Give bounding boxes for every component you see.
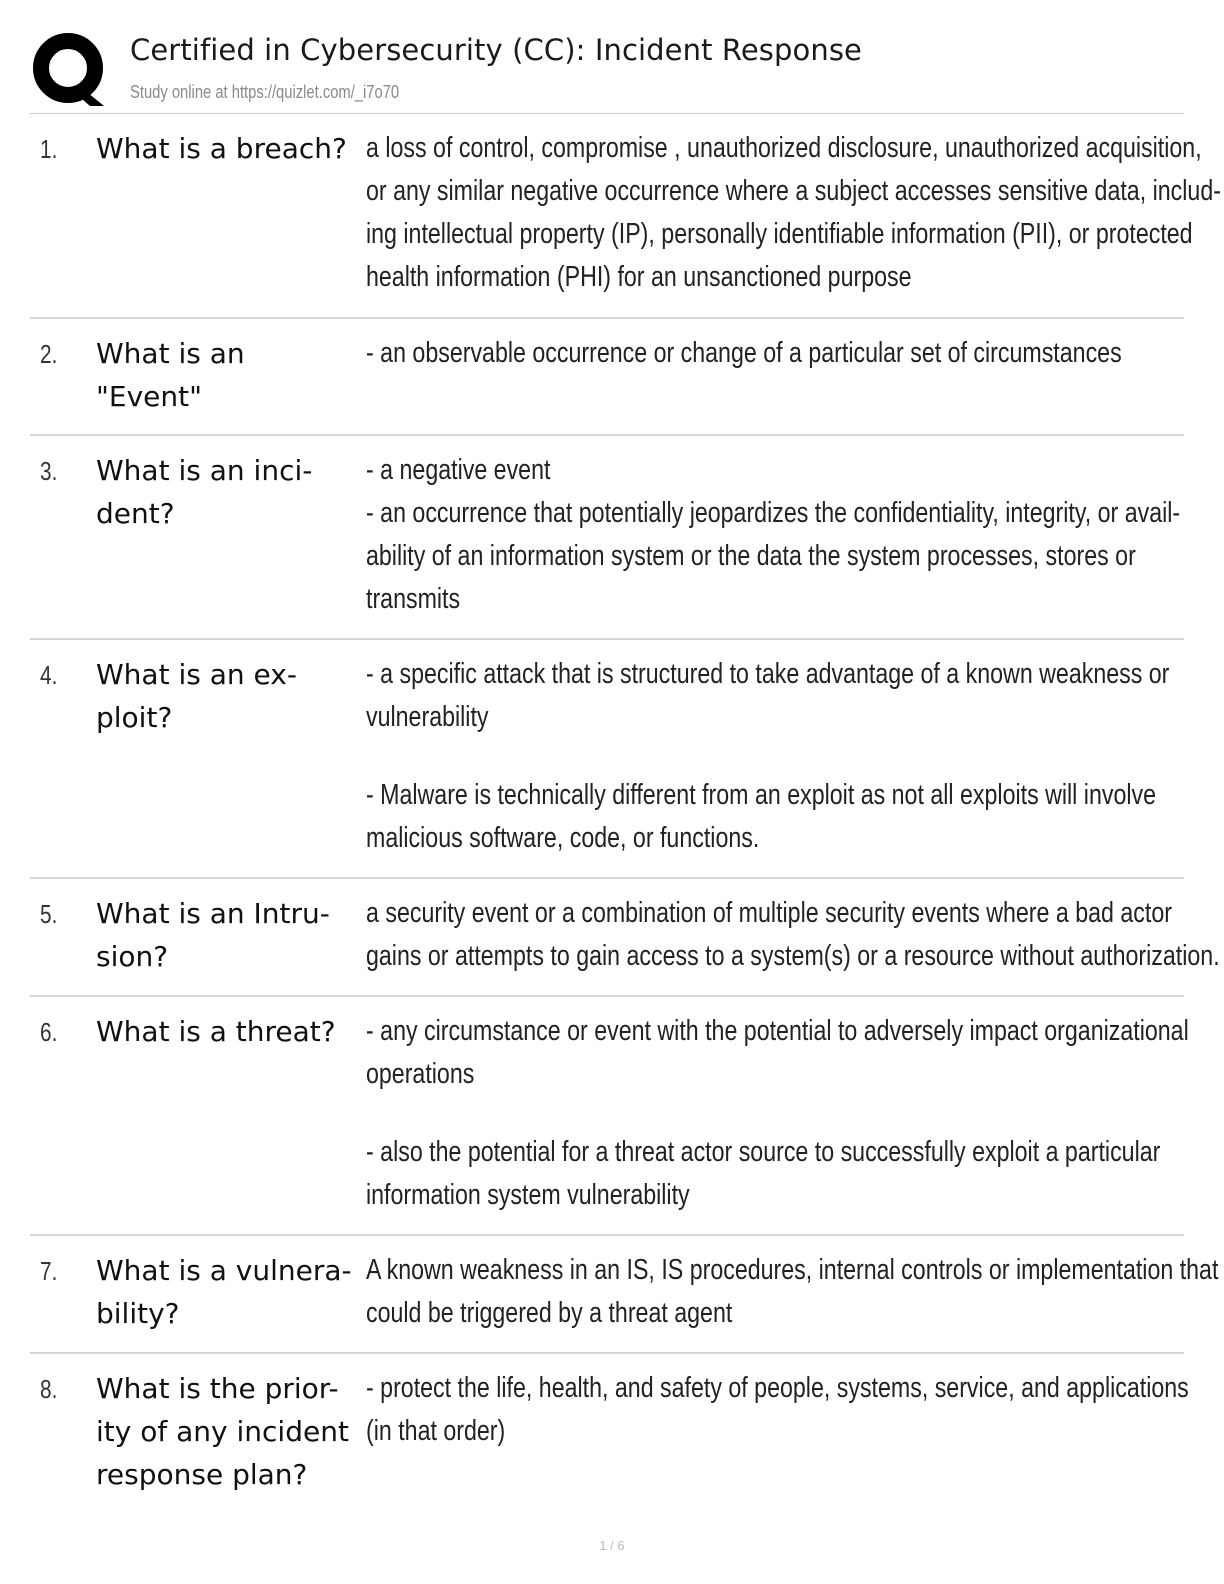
term-line: sion? — [96, 940, 169, 973]
card-number: 7. — [40, 1256, 58, 1286]
card-term — [96, 892, 364, 978]
card-definition — [366, 332, 1166, 375]
flashcard-row — [30, 1236, 1219, 1354]
definition-line: A known weakness in an IS, IS procedures, internal controls or implementation that — [366, 1254, 1219, 1286]
card-term — [96, 127, 364, 170]
definition-line: - a negative event — [366, 454, 551, 486]
definition-line: - Malware is technically different from an exploit as not all exploits will involve — [366, 779, 1157, 811]
term-line: ity of any incident — [96, 1415, 349, 1448]
flashcard-row — [30, 1354, 1189, 1539]
definition-line: health information (PHI) for an unsanctioned purpose — [366, 261, 912, 293]
definition-line: gains or attempts to gain access to a system(s) or a resource without authorization. — [366, 940, 1220, 972]
flashcard-row — [30, 114, 1221, 319]
term-line: What is an — [96, 337, 245, 370]
term-line: What is a threat? — [96, 1015, 336, 1048]
card-term — [96, 1010, 364, 1053]
term-line: ploit? — [96, 701, 173, 734]
paragraph-gap — [366, 739, 1166, 774]
paragraph-gap — [366, 1096, 1166, 1131]
term-line: "Event" — [96, 380, 202, 413]
term-line: What is a vulnera- — [96, 1254, 352, 1287]
page-number: 1 / 6 — [599, 1538, 625, 1553]
card-number: 8. — [40, 1374, 58, 1404]
definition-line: - a specific attack that is structured to take advantage of a known weakness or — [366, 658, 1170, 690]
term-line: response plan? — [96, 1458, 308, 1491]
card-number: 2. — [40, 339, 58, 369]
definition-line: a security event or a combination of multiple security events where a bad actor — [366, 897, 1172, 929]
definition-line: - any circumstance or event with the potential to adversely impact organizational — [366, 1015, 1189, 1047]
card-definition — [366, 1367, 1189, 1453]
study-online-link[interactable]: Study online at https://quizlet.com/_i7o70 — [130, 82, 400, 102]
card-number: 4. — [40, 660, 58, 690]
flashcard-list — [30, 114, 1221, 1539]
page-header — [30, 28, 1190, 114]
term-line: What is the prior- — [96, 1372, 339, 1405]
card-definition — [366, 892, 1220, 978]
term-line: What is an Intru- — [96, 897, 330, 930]
definition-line: or any similar negative occurrence where a subject accesses sensitive data, includ- — [366, 175, 1221, 207]
flashcard-row — [30, 640, 1184, 879]
flashcard-row — [30, 997, 1189, 1236]
flashcard-row — [30, 879, 1220, 997]
flashcard-row — [30, 319, 1184, 436]
definition-line: - an occurrence that potentially jeopardizes the confidentiality, integrity, or avail- — [366, 497, 1181, 529]
definition-line: - an observable occurrence or change of a particular set of circumstances — [366, 337, 1122, 369]
term-line: What is a breach? — [96, 132, 347, 165]
term-line: bility? — [96, 1297, 180, 1330]
card-definition — [366, 653, 1170, 860]
term-line: What is an ex- — [96, 658, 297, 691]
card-number: 6. — [40, 1017, 58, 1047]
card-number: 1. — [40, 134, 58, 164]
definition-line: malicious software, code, or functions. — [366, 822, 760, 854]
definition-line: could be triggered by a threat agent — [366, 1297, 733, 1329]
definition-line: transmits — [366, 583, 461, 615]
card-term — [96, 1249, 364, 1335]
definition-line: (in that order) — [366, 1415, 506, 1447]
definition-line: ing intellectual property (IP), personally identifiable information (PII), or protected — [366, 218, 1193, 250]
definition-line: a loss of control, compromise , unauthorized disclosure, unauthorized acquisition, — [366, 132, 1202, 164]
card-term — [96, 1367, 364, 1496]
definition-line: ability of an information system or the data the system processes, stores or — [366, 540, 1136, 572]
card-number: 3. — [40, 456, 58, 486]
card-term — [96, 653, 364, 739]
definition-line: - protect the life, health, and safety of people, systems, service, and applications — [366, 1372, 1189, 1404]
card-term — [96, 449, 364, 535]
flashcard-row — [30, 436, 1184, 640]
card-term — [96, 332, 364, 418]
definition-line: vulnerability — [366, 701, 489, 733]
card-definition — [366, 127, 1221, 299]
definition-line: operations — [366, 1058, 475, 1090]
page-title: Certified in Cybersecurity (CC): Incident Response — [130, 33, 862, 67]
card-definition — [366, 1249, 1219, 1335]
definition-line: information system vulnerability — [366, 1179, 690, 1211]
card-definition — [366, 449, 1181, 621]
card-number: 5. — [40, 899, 58, 929]
term-line: What is an inci- — [96, 454, 313, 487]
card-definition — [366, 1010, 1189, 1217]
quizlet-logo-icon — [30, 30, 110, 110]
definition-line: - also the potential for a threat actor source to successfully exploit a particular — [366, 1136, 1161, 1168]
term-line: dent? — [96, 497, 175, 530]
